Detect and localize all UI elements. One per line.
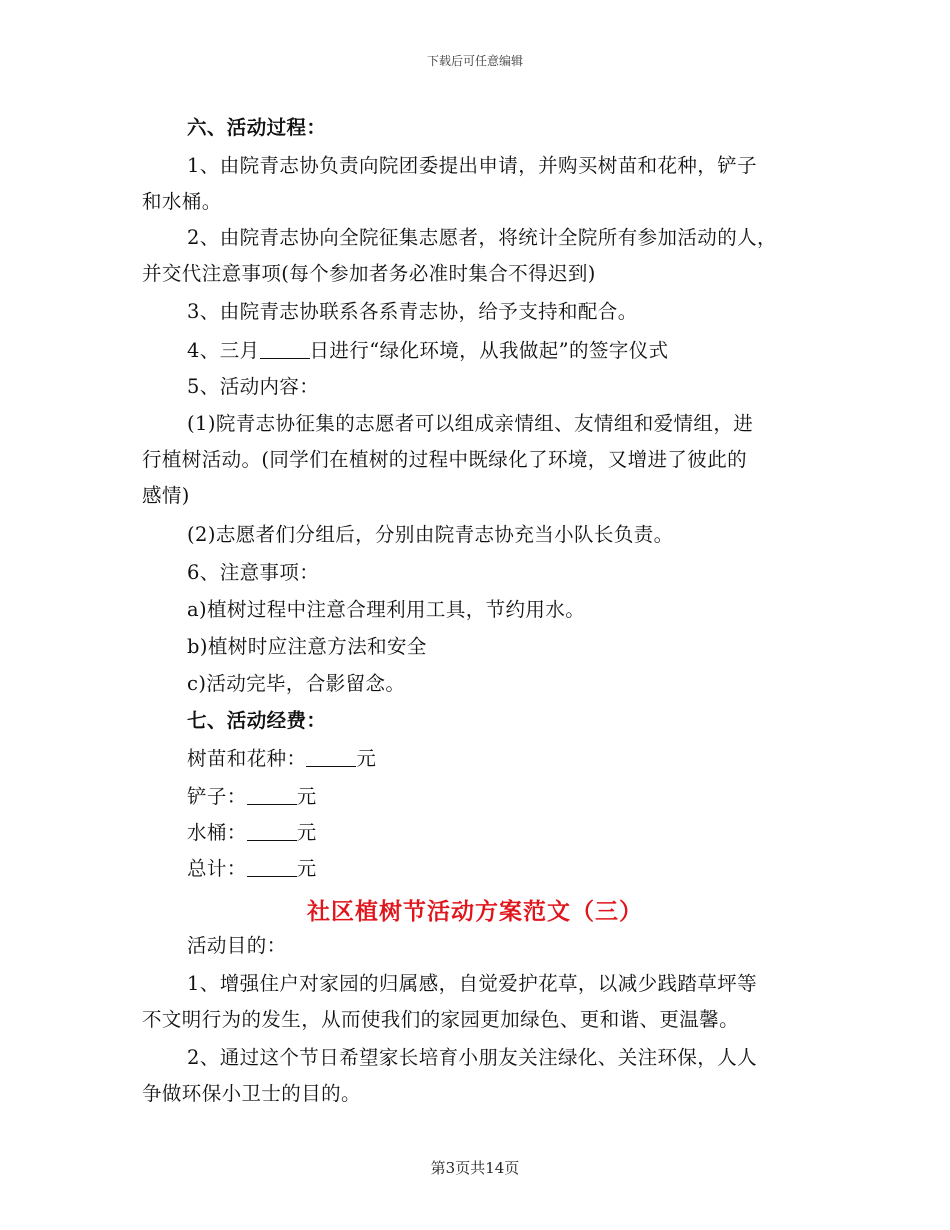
section-heading-process: 六、活动过程： bbox=[187, 116, 327, 139]
budget-line: 树苗和花种： 元 bbox=[187, 747, 377, 770]
fill-blank bbox=[247, 822, 297, 841]
paragraph-line: 并交代注意事项(每个参加者务必准时集合不得迟到) bbox=[142, 262, 596, 285]
paragraph-line: 6、注意事项： bbox=[187, 561, 320, 584]
paragraph-line: c)活动完毕，合影留念。 bbox=[187, 672, 406, 695]
budget-line: 铲子： 元 bbox=[187, 785, 317, 808]
fill-blank bbox=[306, 748, 356, 767]
paragraph-line: 2、由院青志协向全院征集志愿者，将统计全院所有参加活动的人， bbox=[187, 226, 777, 249]
section-title: 社区植树节活动方案范文（三） bbox=[307, 898, 643, 925]
page-footer: 第3页共14页 bbox=[430, 1159, 520, 1177]
paragraph-line: 和水桶。 bbox=[142, 190, 222, 213]
paragraph-line: 不文明行为的发生，从而使我们的家园更加绿色、更和谐、更温馨。 bbox=[142, 1008, 740, 1031]
fill-blank bbox=[247, 786, 297, 805]
paragraph-line: 1、增强住户对家园的归属感，自觉爱护花草，以减少践踏草坪等 bbox=[187, 972, 758, 995]
paragraph-line: 感情) bbox=[142, 484, 190, 507]
paragraph-line: 3、由院青志协联系各系青志协，给予支持和配合。 bbox=[187, 300, 638, 323]
paragraph-line: a)植树过程中注意合理利用工具，节约用水。 bbox=[187, 598, 586, 621]
fill-blank bbox=[260, 340, 310, 359]
paragraph-line: (2)志愿者们分组后，分别由院青志协充当小队长负责。 bbox=[187, 523, 674, 546]
paragraph-line: 5、活动内容： bbox=[187, 375, 320, 398]
paragraph-line: 活动目的： bbox=[187, 934, 287, 957]
budget-line: 总计： 元 bbox=[187, 857, 317, 880]
budget-line: 水桶： 元 bbox=[187, 821, 317, 844]
paragraph-line: (1)院青志协征集的志愿者可以组成亲情组、友情组和爱情组，进 bbox=[187, 412, 754, 435]
paragraph-line: 1、由院青志协负责向院团委提出申请，并购买树苗和花种，铲子 bbox=[187, 154, 758, 177]
paragraph-line: b)植树时应注意方法和安全 bbox=[187, 635, 427, 658]
page-header: 下载后可任意编辑 bbox=[426, 54, 523, 68]
paragraph-line: 争做环保小卫士的目的。 bbox=[142, 1082, 361, 1105]
paragraph-line: 4、三月 日进行“绿化环境，从我做起”的签字仪式 bbox=[187, 339, 669, 362]
section-heading-budget: 七、活动经费： bbox=[187, 709, 327, 732]
paragraph-line: 行植树活动。(同学们在植树的过程中既绿化了环境，又增进了彼此的 bbox=[142, 448, 748, 471]
paragraph-line: 2、通过这个节日希望家长培育小朋友关注绿化、关注环保，人人 bbox=[187, 1046, 758, 1069]
fill-blank bbox=[247, 858, 297, 877]
